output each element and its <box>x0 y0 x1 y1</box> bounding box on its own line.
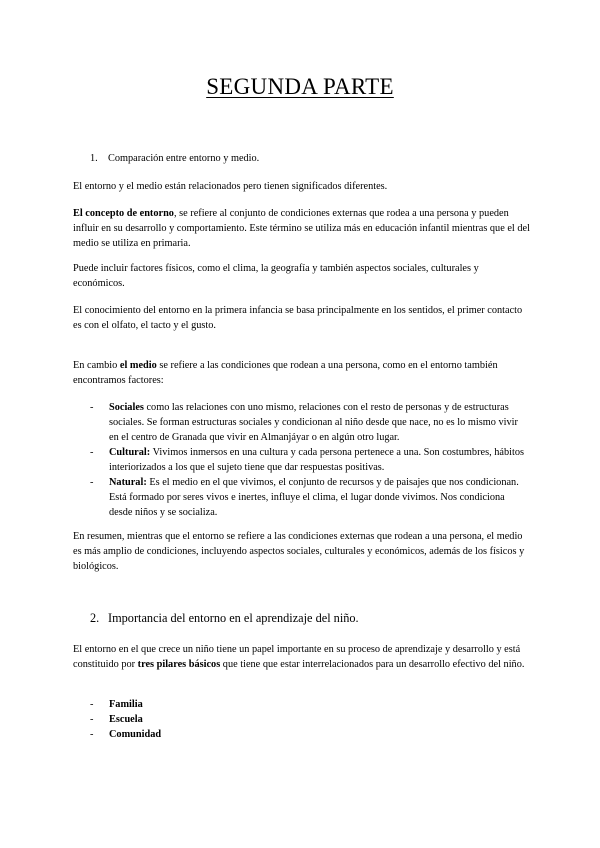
list-dash: - <box>90 729 94 740</box>
list-item-label: Familia <box>109 699 143 710</box>
list-dash: - <box>90 714 94 725</box>
list-dash: - <box>90 447 94 458</box>
list-dash: - <box>90 402 94 413</box>
list-item-text: como las relaciones con uno mismo, relaciones con el resto de personas y de estructuras sociales. Se forman estructuras sociales y condicionan al niño desde que nace, no es lo mismo vivir en el centro de Granada que vivir en Almanjáyar o en algún otro lugar. <box>109 402 518 443</box>
list-item-label: Escuela <box>109 714 143 725</box>
list-item-label: Cultural: <box>109 447 151 458</box>
list-item-label: Sociales <box>109 402 144 413</box>
factors-list <box>73 400 530 520</box>
list-item-comunidad <box>73 727 530 742</box>
page-title-text: SEGUNDA PARTE <box>206 74 394 99</box>
list-dash: - <box>90 477 94 488</box>
section1-summary: En resumen, mientras que el entorno se refiere a las condiciones externas que rodean a una persona, el medio es más amplio de condiciones, incluyendo aspectos sociales, culturales y económicos, además de los físicos y biológicos. <box>73 531 525 572</box>
section1-paragraph-1: El entorno y el medio están relacionados pero tienen significados diferentes. <box>73 181 388 192</box>
list-item-label: Natural: <box>109 477 147 488</box>
list-item-label: Comunidad <box>109 729 162 740</box>
section2-number: 2. <box>90 611 100 625</box>
list-item-natural <box>73 475 530 520</box>
section1-paragraph-3: Puede incluir factores físicos, como el clima, la geografía y también aspectos sociales, culturales y económicos. <box>73 263 479 289</box>
list-item-sociales <box>73 400 530 445</box>
list-item-familia <box>73 697 530 712</box>
section1-heading-text: Comparación entre entorno y medio. <box>108 153 260 164</box>
section1-paragraph-5-text: se refiere a las condiciones que rodean a una persona, como en el entorno también encontramos factores: <box>73 360 498 386</box>
pillars-list <box>73 697 530 742</box>
section2-paragraph-1-pre: El entorno en el que crece un niño tiene un papel importante en su proceso de aprendizaje y desarrollo y está constituido por <box>73 644 521 670</box>
section2-paragraph-1-text: que tiene que estar interrelacionados para un desarrollo efectivo del niño. <box>220 659 525 670</box>
list-item-escuela <box>73 712 530 727</box>
section1-number: 1. <box>90 153 98 164</box>
section1-paragraph-2-text: , se refiere al conjunto de condiciones externas que rodea a una persona y pueden influir en su desarrollo y comportamiento. Este término se utiliza más en educación infantil mientras que el del medio se utiliza en primaria. <box>73 208 530 249</box>
section2-heading-text: Importancia del entorno en el aprendizaje del niño. <box>108 611 359 625</box>
page-title <box>0 72 600 102</box>
list-item-cultural <box>73 445 530 475</box>
list-dash: - <box>90 699 94 710</box>
entorno-concept-bold: El concepto de entorno <box>73 208 174 219</box>
list-item-text: Vivimos inmersos en una cultura y cada persona pertenece a una. Son costumbres, hábitos interiorizados a los que el sujeto tiene que dar respuestas positivas. <box>109 447 524 473</box>
section1-paragraph-4: El conocimiento del entorno en la primera infancia se basa principalmente en los sentidos, el primer contacto es con el olfato, el tacto y el gusto. <box>73 305 523 331</box>
section1-paragraph-5-pre: En cambio <box>73 360 120 371</box>
list-item-text: Es el medio en el que vivimos, el conjunto de recursos y de paisajes que nos condicionan. Está formado por seres vivos e inertes, influye el clima, el lugar donde vivimos. Nos condiciona desde niños y se socializa. <box>109 477 519 518</box>
section1-heading <box>90 151 259 166</box>
section1-paragraph-2 <box>73 206 530 251</box>
section2-heading <box>90 611 359 626</box>
medio-bold: el medio <box>119 360 157 371</box>
section1-paragraph-5 <box>73 358 530 388</box>
pilares-bold: tres pilares básicos <box>137 659 221 670</box>
section2-paragraph-1 <box>73 642 530 672</box>
